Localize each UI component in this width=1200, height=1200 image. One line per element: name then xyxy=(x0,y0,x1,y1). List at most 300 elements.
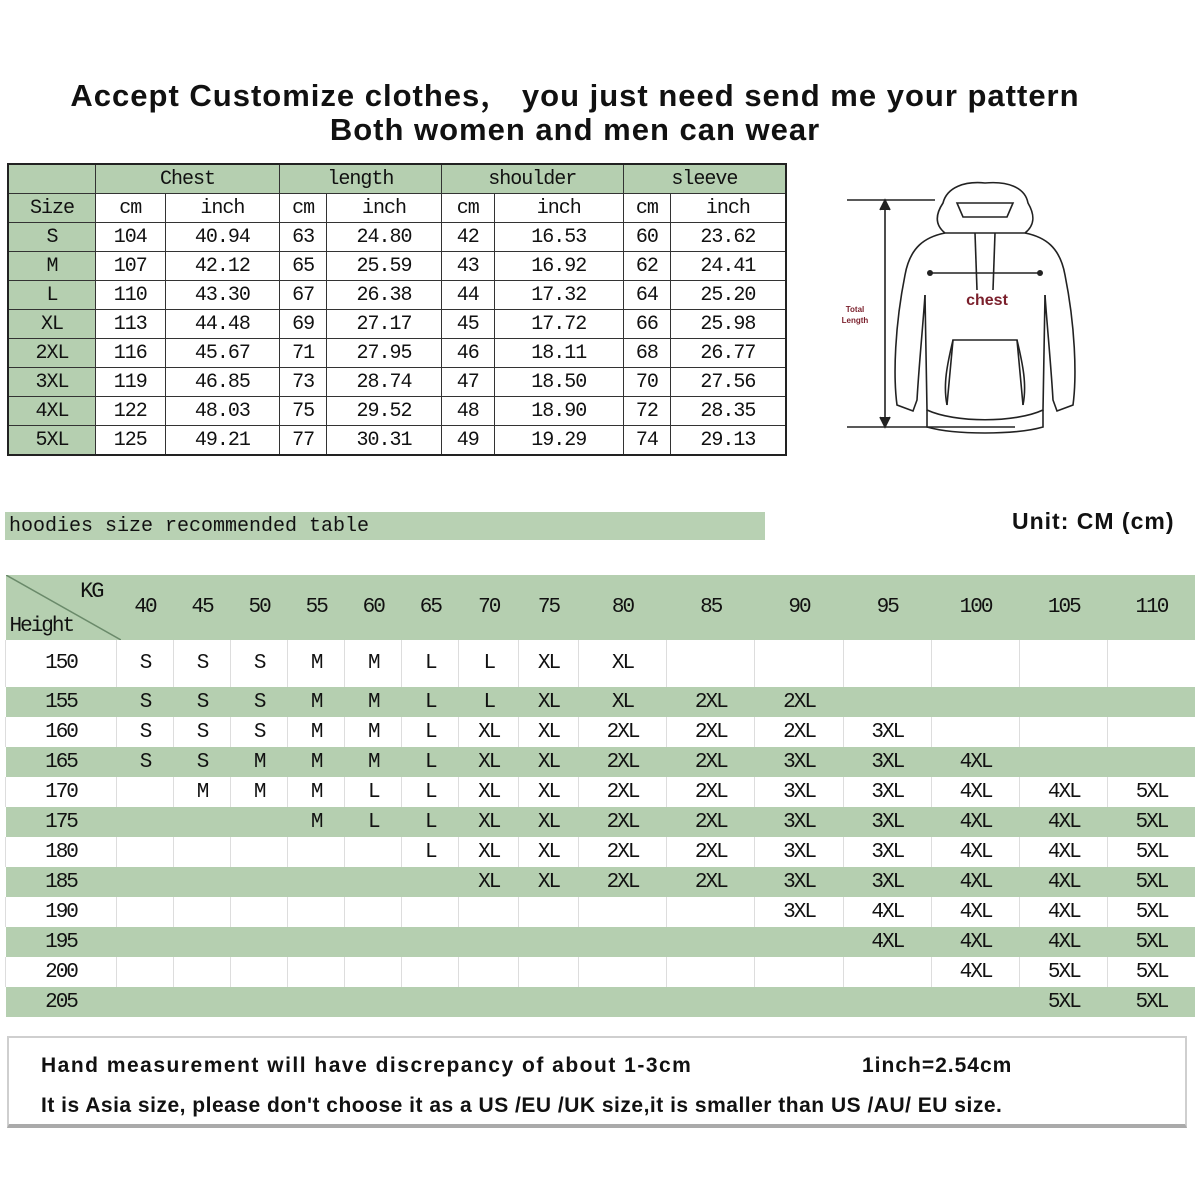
measurement-cell: 30.31 xyxy=(327,426,442,456)
size-recommendation: M xyxy=(231,777,288,807)
total-label: Total xyxy=(845,305,865,314)
size-recommendation: XL xyxy=(519,747,579,777)
size-recommendation xyxy=(459,927,519,957)
size-recommendation: 5XL xyxy=(1020,957,1108,987)
measurement-cell: 64 xyxy=(623,281,670,310)
measurement-cell: 49.21 xyxy=(165,426,280,456)
measurement-cell: 47 xyxy=(441,368,494,397)
height-cell: 195 xyxy=(6,927,117,957)
weight-header: 70 xyxy=(459,575,519,640)
header-line-1: Accept Customize clothes， you just need send me your pattern xyxy=(70,78,1080,113)
height-cell: 180 xyxy=(6,837,117,867)
size-recommendation: M xyxy=(288,717,345,747)
size-recommendation: XL xyxy=(459,717,519,747)
size-recommendation xyxy=(288,897,345,927)
size-recommendation: XL xyxy=(459,747,519,777)
size-recommendation xyxy=(578,927,666,957)
size-recommendation xyxy=(843,687,931,717)
size-recommendation xyxy=(755,640,843,687)
size-recommendation: 3XL xyxy=(843,717,931,747)
size-recommendation xyxy=(931,987,1019,1017)
measurement-cell: 25.59 xyxy=(327,252,442,281)
size-recommendation: 4XL xyxy=(1020,837,1108,867)
size-recommendation: 3XL xyxy=(755,897,843,927)
measurement-cell: 18.50 xyxy=(494,368,623,397)
size-recommendation: L xyxy=(402,837,459,867)
height-row xyxy=(6,957,1196,987)
size-recommendation: XL xyxy=(459,777,519,807)
size-recommendation xyxy=(578,957,666,987)
size-recommendation xyxy=(667,987,755,1017)
measurement-cell: 122 xyxy=(96,397,166,426)
size-recommendation: 4XL xyxy=(931,867,1019,897)
size-cell: XL xyxy=(8,310,96,339)
height-row xyxy=(6,867,1196,897)
size-recommendation: 3XL xyxy=(843,747,931,777)
height-cell: 205 xyxy=(6,987,117,1017)
measurement-table xyxy=(7,163,787,456)
size-recommendation xyxy=(231,807,288,837)
recommended-body xyxy=(6,640,1196,1017)
size-recommendation: L xyxy=(402,807,459,837)
size-recommendation: XL xyxy=(578,640,666,687)
measurement-cell: 28.35 xyxy=(670,397,786,426)
size-recommendation: 3XL xyxy=(755,777,843,807)
measurement-cell: 46 xyxy=(441,339,494,368)
size-recommendation xyxy=(843,957,931,987)
size-recommendation: M xyxy=(174,777,231,807)
size-recommendation: S xyxy=(174,640,231,687)
size-recommendation: 4XL xyxy=(931,957,1019,987)
size-recommendation xyxy=(402,987,459,1017)
size-recommendation: 5XL xyxy=(1108,837,1195,867)
size-row xyxy=(8,223,786,252)
measurement-cell: 24.80 xyxy=(327,223,442,252)
measurement-cell: 75 xyxy=(280,397,327,426)
size-recommendation xyxy=(931,717,1019,747)
group-sleeve: sleeve xyxy=(623,164,786,194)
weight-header: 110 xyxy=(1108,575,1195,640)
size-recommendation: S xyxy=(231,717,288,747)
size-recommendation xyxy=(755,927,843,957)
size-recommendation xyxy=(231,987,288,1017)
size-recommendation xyxy=(519,927,579,957)
measurement-cell: 48.03 xyxy=(165,397,280,426)
weight-header: 80 xyxy=(578,575,666,640)
size-recommendation xyxy=(174,927,231,957)
size-recommendation xyxy=(231,867,288,897)
size-recommendation: 2XL xyxy=(578,777,666,807)
measurement-body xyxy=(8,223,786,456)
measurement-cell: 27.56 xyxy=(670,368,786,397)
size-recommendation xyxy=(117,987,174,1017)
size-recommendation xyxy=(755,957,843,987)
corner-cell xyxy=(8,164,96,194)
measurement-cell: 104 xyxy=(96,223,166,252)
size-recommendation xyxy=(667,957,755,987)
weight-header: 40 xyxy=(117,575,174,640)
size-header: Size xyxy=(8,194,96,223)
measurement-cell: 16.92 xyxy=(494,252,623,281)
size-recommendation: 4XL xyxy=(931,747,1019,777)
unit-header: inch xyxy=(165,194,280,223)
size-recommendation: 4XL xyxy=(1020,927,1108,957)
height-row xyxy=(6,837,1196,867)
size-recommendation: M xyxy=(288,687,345,717)
measurement-cell: 62 xyxy=(623,252,670,281)
size-recommendation: 3XL xyxy=(843,837,931,867)
measurement-cell: 46.85 xyxy=(165,368,280,397)
size-recommendation xyxy=(345,897,402,927)
size-recommendation xyxy=(1020,717,1108,747)
group-length: length xyxy=(280,164,442,194)
height-row xyxy=(6,687,1196,717)
measurement-cell: 71 xyxy=(280,339,327,368)
size-recommendation: XL xyxy=(519,640,579,687)
size-recommendation xyxy=(345,837,402,867)
size-recommendation xyxy=(345,957,402,987)
unit-header: cm xyxy=(280,194,327,223)
size-recommendation: 2XL xyxy=(667,837,755,867)
recommended-table-banner: hoodies size recommended table xyxy=(5,512,765,540)
size-recommendation: XL xyxy=(519,777,579,807)
size-recommendation: 2XL xyxy=(667,777,755,807)
size-recommendation: 2XL xyxy=(667,717,755,747)
measurement-cell: 25.98 xyxy=(670,310,786,339)
measurement-cell: 72 xyxy=(623,397,670,426)
size-recommendation: M xyxy=(345,747,402,777)
measurement-unit-row xyxy=(8,194,786,223)
size-recommendation: S xyxy=(117,717,174,747)
size-recommendation: L xyxy=(345,777,402,807)
size-cell: M xyxy=(8,252,96,281)
size-recommendation xyxy=(345,987,402,1017)
size-recommendation: S xyxy=(174,687,231,717)
height-row xyxy=(6,987,1196,1017)
measurement-cell: 73 xyxy=(280,368,327,397)
size-recommendation xyxy=(519,957,579,987)
height-row xyxy=(6,747,1196,777)
size-recommendation: 5XL xyxy=(1108,807,1195,837)
size-recommendation: 5XL xyxy=(1108,777,1195,807)
unit-header: cm xyxy=(96,194,166,223)
size-recommendation xyxy=(288,927,345,957)
measurement-cell: 42.12 xyxy=(165,252,280,281)
size-recommendation: 4XL xyxy=(1020,777,1108,807)
size-recommendation: M xyxy=(231,747,288,777)
size-recommendation xyxy=(117,837,174,867)
size-recommendation: L xyxy=(459,640,519,687)
size-cell: 2XL xyxy=(8,339,96,368)
size-recommendation: 4XL xyxy=(931,897,1019,927)
height-row xyxy=(6,807,1196,837)
size-recommendation xyxy=(519,987,579,1017)
height-cell: 170 xyxy=(6,777,117,807)
measurement-cell: 29.13 xyxy=(670,426,786,456)
size-recommendation: 5XL xyxy=(1020,987,1108,1017)
size-recommendation xyxy=(288,867,345,897)
size-recommendation xyxy=(402,927,459,957)
size-recommendation xyxy=(288,987,345,1017)
unit-header: cm xyxy=(441,194,494,223)
size-recommendation: 2XL xyxy=(755,687,843,717)
size-recommendation xyxy=(519,897,579,927)
size-cell: 4XL xyxy=(8,397,96,426)
size-recommendation: 2XL xyxy=(578,867,666,897)
size-recommendation xyxy=(117,777,174,807)
footer-notes xyxy=(7,1036,1187,1128)
measurement-cell: 28.74 xyxy=(327,368,442,397)
size-recommendation xyxy=(459,957,519,987)
length-label: Length xyxy=(841,316,869,325)
size-recommendation xyxy=(117,867,174,897)
size-recommendation: 4XL xyxy=(931,837,1019,867)
weight-header: 85 xyxy=(667,575,755,640)
size-recommendation: S xyxy=(231,687,288,717)
size-recommendation: 4XL xyxy=(931,927,1019,957)
size-recommendation: L xyxy=(459,687,519,717)
measurement-cell: 44.48 xyxy=(165,310,280,339)
size-recommendation xyxy=(843,640,931,687)
measurement-cell: 70 xyxy=(623,368,670,397)
group-chest: Chest xyxy=(96,164,280,194)
weight-header: 90 xyxy=(755,575,843,640)
height-row xyxy=(6,897,1196,927)
size-recommendation: XL xyxy=(519,687,579,717)
measurement-cell: 24.41 xyxy=(670,252,786,281)
measurement-cell: 25.20 xyxy=(670,281,786,310)
measurement-cell: 67 xyxy=(280,281,327,310)
size-recommendation: 2XL xyxy=(578,807,666,837)
weight-header: 50 xyxy=(231,575,288,640)
size-recommendation xyxy=(1108,747,1195,777)
height-row xyxy=(6,717,1196,747)
size-recommendation: M xyxy=(345,640,402,687)
group-shoulder: shoulder xyxy=(441,164,623,194)
weight-header: 95 xyxy=(843,575,931,640)
size-recommendation xyxy=(667,927,755,957)
size-recommendation: S xyxy=(117,640,174,687)
size-recommendation: 4XL xyxy=(1020,897,1108,927)
height-cell: 160 xyxy=(6,717,117,747)
size-recommendation xyxy=(931,640,1019,687)
size-recommendation xyxy=(174,957,231,987)
height-cell: 150 xyxy=(6,640,117,687)
size-recommendation xyxy=(402,867,459,897)
height-row xyxy=(6,777,1196,807)
size-recommendation: XL xyxy=(519,867,579,897)
measurement-cell: 27.95 xyxy=(327,339,442,368)
size-recommendation xyxy=(459,897,519,927)
size-recommendation: 4XL xyxy=(931,777,1019,807)
size-recommendation xyxy=(667,640,755,687)
measurement-cell: 49 xyxy=(441,426,494,456)
size-recommendation xyxy=(174,867,231,897)
size-recommendation: 2XL xyxy=(578,747,666,777)
size-recommendation: M xyxy=(288,640,345,687)
measurement-cell: 16.53 xyxy=(494,223,623,252)
size-recommendation: 2XL xyxy=(755,717,843,747)
measurement-cell: 43 xyxy=(441,252,494,281)
measurement-cell: 125 xyxy=(96,426,166,456)
measurement-cell: 77 xyxy=(280,426,327,456)
size-recommendation xyxy=(459,987,519,1017)
measurement-cell: 74 xyxy=(623,426,670,456)
measurement-cell: 119 xyxy=(96,368,166,397)
height-cell: 155 xyxy=(6,687,117,717)
size-recommendation xyxy=(843,987,931,1017)
size-recommendation xyxy=(1108,717,1195,747)
size-recommendation xyxy=(1020,687,1108,717)
size-recommendation: L xyxy=(345,807,402,837)
size-recommendation: 2XL xyxy=(667,807,755,837)
size-row xyxy=(8,339,786,368)
size-row xyxy=(8,281,786,310)
size-recommendation: 2XL xyxy=(667,867,755,897)
measurement-cell: 18.90 xyxy=(494,397,623,426)
size-recommendation: 3XL xyxy=(755,807,843,837)
size-recommendation xyxy=(117,807,174,837)
measurement-cell: 19.29 xyxy=(494,426,623,456)
size-recommendation: 4XL xyxy=(1020,807,1108,837)
measurement-cell: 26.38 xyxy=(327,281,442,310)
size-recommendation: 5XL xyxy=(1108,897,1195,927)
size-recommendation: 4XL xyxy=(843,927,931,957)
unit-header: cm xyxy=(623,194,670,223)
size-recommendation xyxy=(174,987,231,1017)
size-recommendation: 2XL xyxy=(578,717,666,747)
measurement-cell: 116 xyxy=(96,339,166,368)
measurement-cell: 27.17 xyxy=(327,310,442,339)
size-cell: 3XL xyxy=(8,368,96,397)
size-recommendation xyxy=(578,987,666,1017)
size-recommendation: M xyxy=(288,777,345,807)
measurement-cell: 42 xyxy=(441,223,494,252)
size-recommendation: 4XL xyxy=(931,807,1019,837)
size-recommendation xyxy=(345,927,402,957)
size-recommendation: 4XL xyxy=(1020,867,1108,897)
size-recommendation xyxy=(288,957,345,987)
unit-header: inch xyxy=(494,194,623,223)
size-cell: S xyxy=(8,223,96,252)
weight-header: 75 xyxy=(519,575,579,640)
kg-label: KG xyxy=(80,579,103,604)
weight-header-row xyxy=(6,575,1196,640)
weight-header: 55 xyxy=(288,575,345,640)
size-recommendation: 4XL xyxy=(843,897,931,927)
size-recommendation xyxy=(231,927,288,957)
size-recommendation: L xyxy=(402,747,459,777)
measurement-cell: 18.11 xyxy=(494,339,623,368)
asia-size-note: It is Asia size, please don't choose it as a US /EU /UK size,it is smaller than US /AU/ EU size. xyxy=(41,1094,1003,1117)
measurement-cell: 66 xyxy=(623,310,670,339)
weight-header: 100 xyxy=(931,575,1019,640)
height-cell: 165 xyxy=(6,747,117,777)
measurement-cell: 65 xyxy=(280,252,327,281)
measurement-group-row xyxy=(8,164,786,194)
measurement-cell: 26.77 xyxy=(670,339,786,368)
height-cell: 185 xyxy=(6,867,117,897)
height-cell: 190 xyxy=(6,897,117,927)
size-recommendation xyxy=(117,927,174,957)
measurement-cell: 23.62 xyxy=(670,223,786,252)
size-recommendation xyxy=(231,957,288,987)
size-recommendation xyxy=(667,897,755,927)
size-recommendation: M xyxy=(345,717,402,747)
size-recommendation: 2XL xyxy=(667,747,755,777)
unit-label: Unit: CM (cm) xyxy=(1012,508,1175,534)
height-row xyxy=(6,640,1196,687)
size-recommendation: XL xyxy=(459,867,519,897)
size-recommendation: XL xyxy=(519,837,579,867)
weight-header: 45 xyxy=(174,575,231,640)
size-recommendation: 3XL xyxy=(755,837,843,867)
size-recommendation xyxy=(174,837,231,867)
measurement-cell: 45.67 xyxy=(165,339,280,368)
measurement-cell: 48 xyxy=(441,397,494,426)
size-recommendation: L xyxy=(402,777,459,807)
size-cell: L xyxy=(8,281,96,310)
size-recommendation: 5XL xyxy=(1108,957,1195,987)
measurement-cell: 69 xyxy=(280,310,327,339)
measurement-cell: 63 xyxy=(280,223,327,252)
unit-header: inch xyxy=(327,194,442,223)
measurement-cell: 68 xyxy=(623,339,670,368)
header-line-2: Both women and men can wear xyxy=(329,112,821,147)
measurement-cell: 29.52 xyxy=(327,397,442,426)
corner-header xyxy=(6,575,117,640)
measurement-cell: 113 xyxy=(96,310,166,339)
size-recommendation: 3XL xyxy=(843,777,931,807)
size-recommendation: 2XL xyxy=(667,687,755,717)
size-cell: 5XL xyxy=(8,426,96,456)
size-recommendation: L xyxy=(402,687,459,717)
discrepancy-note: Hand measurement will have discrepancy of about 1-3cm xyxy=(41,1054,693,1077)
size-recommendation: L xyxy=(402,640,459,687)
chest-label: chest xyxy=(966,292,1008,309)
size-recommendation xyxy=(1020,747,1108,777)
recommended-size-table xyxy=(5,575,1195,1017)
measurement-cell: 17.72 xyxy=(494,310,623,339)
measurement-cell: 40.94 xyxy=(165,223,280,252)
size-recommendation: 5XL xyxy=(1108,927,1195,957)
size-recommendation: 5XL xyxy=(1108,867,1195,897)
measurement-cell: 110 xyxy=(96,281,166,310)
size-recommendation: M xyxy=(288,747,345,777)
size-recommendation: 3XL xyxy=(843,867,931,897)
size-recommendation xyxy=(231,897,288,927)
size-row xyxy=(8,310,786,339)
size-recommendation: 3XL xyxy=(755,747,843,777)
size-recommendation xyxy=(1108,687,1195,717)
size-recommendation: M xyxy=(288,807,345,837)
height-cell: 175 xyxy=(6,807,117,837)
size-recommendation: M xyxy=(345,687,402,717)
measurement-cell: 43.30 xyxy=(165,281,280,310)
size-row xyxy=(8,397,786,426)
size-recommendation: S xyxy=(174,717,231,747)
measurement-cell: 107 xyxy=(96,252,166,281)
size-recommendation xyxy=(345,867,402,897)
size-recommendation: XL xyxy=(459,807,519,837)
size-recommendation: XL xyxy=(578,687,666,717)
size-recommendation xyxy=(402,897,459,927)
size-recommendation xyxy=(402,957,459,987)
size-recommendation xyxy=(931,687,1019,717)
size-recommendation: 5XL xyxy=(1108,987,1195,1017)
size-recommendation: XL xyxy=(519,807,579,837)
size-recommendation xyxy=(1108,640,1195,687)
